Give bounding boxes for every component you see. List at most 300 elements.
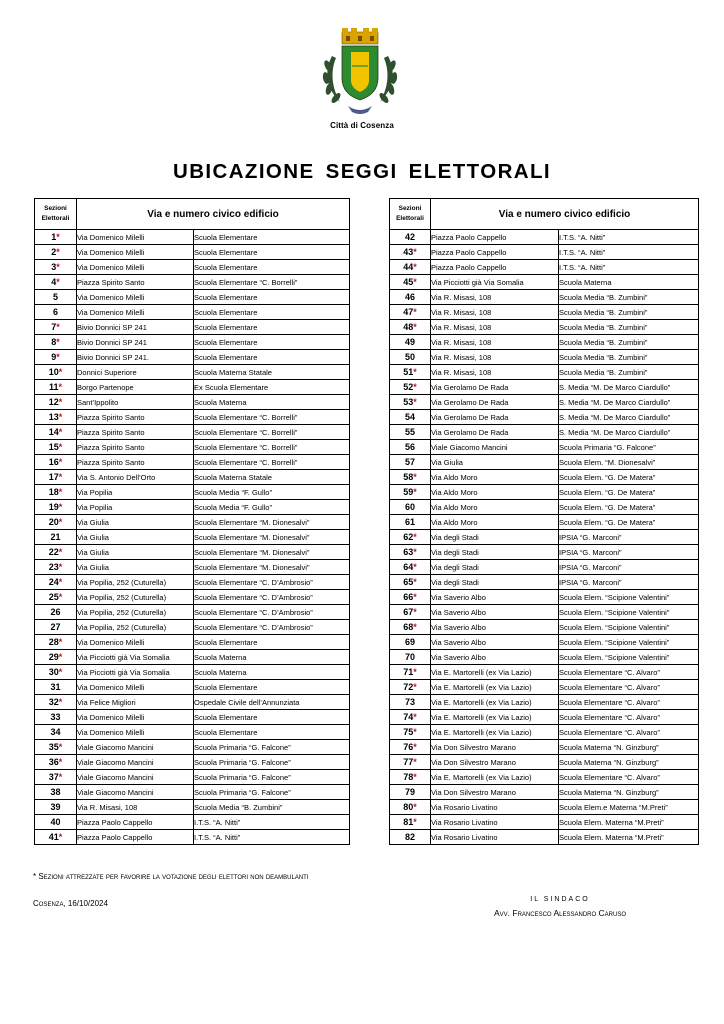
section-number [390,800,431,815]
street-address: Via Felice Migliori [77,695,194,710]
accessible-star-marker: * [413,276,417,287]
street-address: Via Domenico Milelli [77,725,194,740]
table-row [390,575,699,590]
section-number-value: 70 [404,651,415,662]
street-address: Via Picciotti già Via Somalia [431,275,559,290]
section-number [35,275,77,290]
accessible-star-marker: * [56,351,60,362]
accessible-star-marker: * [58,651,63,662]
sezioni-header-line2: Elettorali [396,215,424,222]
table-row [35,680,350,695]
street-address: Viale Giacomo Mancini [77,770,194,785]
section-number [35,755,77,770]
section-number [390,515,431,530]
table-row [390,545,699,560]
footnote [33,872,309,881]
building-name: I.T.S. “A. Nitti” [194,830,350,845]
table-row [390,395,699,410]
street-address: Viale Giacomo Mancini [77,740,194,755]
table-row [390,620,699,635]
section-number-value: 54 [404,411,415,422]
building-name: S. Media “M. De Marco Ciardullo” [559,410,699,425]
section-number-value: 36 [48,756,59,767]
accessible-star-marker: * [58,426,63,437]
street-address: Via R. Misasi, 108 [77,800,194,815]
section-number [390,440,431,455]
section-number-value: 77 [403,756,414,767]
building-name: Scuola Elementare [194,320,350,335]
street-address: Via R. Misasi, 108 [431,335,559,350]
table-row [35,770,350,785]
street-address: Via Rosario Livatino [431,800,559,815]
accessible-star-marker: * [413,381,417,392]
table-row [390,740,699,755]
street-address: Viale Giacomo Mancini [431,440,559,455]
section-number [390,740,431,755]
street-address: Via Don Silvestro Marano [431,755,559,770]
section-number-value: 48 [403,321,414,332]
section-number-value: 26 [50,606,61,617]
table-row [35,560,350,575]
section-number [35,620,77,635]
section-number [390,770,431,785]
street-address: Piazza Paolo Cappello [77,830,194,845]
section-number [390,275,431,290]
section-number-value: 74 [403,711,414,722]
section-number [35,380,77,395]
section-number [390,290,431,305]
building-name: Scuola Media “F. Gullo” [194,485,350,500]
section-number [35,485,77,500]
table-row [390,590,699,605]
accessible-star-marker: * [58,501,63,512]
section-number [390,560,431,575]
street-address: Piazza Spirito Santo [77,275,194,290]
accessible-star-marker: * [58,696,63,707]
street-address: Via Saverio Albo [431,605,559,620]
street-address: Via Aldo Moro [431,500,559,515]
section-number [390,410,431,425]
building-name: Scuola Media “B. Zumbini” [559,335,699,350]
section-number [35,320,77,335]
street-address: Via Rosario Livatino [431,830,559,845]
building-name: Scuola Elementare “C. Borrelli” [194,440,350,455]
section-number-value: 58 [403,471,414,482]
table-row [390,365,699,380]
building-name: IPSIA “G. Marconi” [559,575,699,590]
accessible-star-marker: * [413,486,417,497]
street-address: Via Saverio Albo [431,635,559,650]
street-address: Via degli Stadi [431,560,559,575]
sindaco-label: IL SINDACO [530,896,590,903]
section-number-value: 28 [48,636,59,647]
section-number-value: 60 [404,501,415,512]
section-number-value: 24 [48,576,59,587]
table-row [390,410,699,425]
building-name: Scuola Materna [194,665,350,680]
section-number-value: 69 [404,636,415,647]
street-address: Via Domenico Milelli [77,635,194,650]
section-number-value: 1 [51,231,57,242]
building-name: Scuola Primaria “G. Falcone” [194,770,350,785]
accessible-star-marker: * [413,246,417,257]
section-number-value: 9 [51,351,57,362]
table-row [35,395,350,410]
street-address: Viale Giacomo Mancini [77,785,194,800]
street-address: Piazza Spirito Santo [77,425,194,440]
section-number [35,395,77,410]
building-name: Scuola Materna [559,275,699,290]
building-name: Scuola Elem. “G. De Matera” [559,500,699,515]
street-address: Via degli Stadi [431,575,559,590]
street-address: Via Gerolamo De Rada [431,410,559,425]
building-name: Scuola Media “B. Zumbini” [194,800,350,815]
section-number [35,560,77,575]
section-number-value: 55 [404,426,415,437]
street-address: Via R. Misasi, 108 [431,290,559,305]
section-number-value: 13 [48,411,59,422]
building-name: S. Media “M. De Marco Ciardullo” [559,425,699,440]
section-number [35,470,77,485]
section-number [390,395,431,410]
building-name: Scuola Elem. “M. Dionesalvi” [559,455,699,470]
street-address: Via Don Silvestro Marano [431,785,559,800]
accessible-star-marker: * [413,801,417,812]
street-address: Via Saverio Albo [431,620,559,635]
building-name: Ex Scuola Elementare [194,380,350,395]
building-name: S. Media “M. De Marco Ciardullo” [559,380,699,395]
section-number-value: 51 [403,366,414,377]
building-name: I.T.S. “A. Nitti” [559,230,699,245]
section-number [390,425,431,440]
building-name: I.T.S. “A. Nitti” [559,245,699,260]
street-address: Via Domenico Milelli [77,245,194,260]
accessible-star-marker: * [413,321,417,332]
building-name: Scuola Elementare “C. Alvaro” [559,680,699,695]
street-address: Via Popilia, 252 (Cuturella) [77,620,194,635]
accessible-star-marker: * [58,591,63,602]
street-address: Via Saverio Albo [431,590,559,605]
table-row [35,725,350,740]
section-number-value: 63 [403,546,414,557]
section-number [35,425,77,440]
section-number [390,305,431,320]
section-number [35,680,77,695]
section-number-value: 7 [51,321,57,332]
sezioni-header-line2: Elettorali [41,215,70,222]
table-row [390,770,699,785]
table-row [35,710,350,725]
street-address: Via S. Antonio Dell’Orto [77,470,194,485]
section-number [390,725,431,740]
table-row [35,830,350,845]
section-number [35,455,77,470]
section-number-value: 41 [48,831,59,842]
accessible-star-marker: * [58,636,63,647]
table-row [390,305,699,320]
building-name: Scuola Elementare “C. Borrelli” [194,410,350,425]
section-number [390,260,431,275]
section-number-value: 71 [403,666,414,677]
section-number-value: 50 [404,351,415,362]
accessible-star-marker: * [413,576,417,587]
building-name: Scuola Elementare [194,710,350,725]
section-number [35,440,77,455]
section-number [390,590,431,605]
accessible-star-marker: * [413,711,417,722]
street-address: Via Popilia [77,485,194,500]
street-address: Via Domenico Milelli [77,260,194,275]
building-name: IPSIA “G. Marconi” [559,545,699,560]
table-row [390,830,699,845]
section-number [390,545,431,560]
section-number [390,470,431,485]
accessible-star-marker: * [58,396,63,407]
accessible-star-marker: * [58,456,63,467]
section-number-value: 19 [48,501,59,512]
street-address: Via Giulia [77,560,194,575]
building-name: Scuola Elementare “M. Dionesalvi” [194,530,350,545]
section-number-value: 6 [52,306,58,317]
section-number-value: 65 [403,576,414,587]
table-row [390,560,699,575]
street-address: Via Domenico Milelli [77,710,194,725]
section-number-value: 4 [51,276,57,287]
table-row [35,380,350,395]
section-number-value: 29 [48,651,59,662]
section-number [390,575,431,590]
section-number-value: 25 [48,591,59,602]
table-row [35,470,350,485]
section-number-value: 17 [48,471,59,482]
section-number [35,665,77,680]
section-number-value: 11 [48,381,59,392]
accessible-star-marker: * [413,546,417,557]
section-number [35,305,77,320]
building-name: Scuola Elementare [194,245,350,260]
via-header: Via e numero civico edificio [431,199,699,230]
section-number-value: 21 [50,531,61,542]
building-name: Scuola Primaria “G. Falcone” [194,785,350,800]
section-number [35,695,77,710]
building-name: Scuola Media “B. Zumbini” [559,365,699,380]
table-row [390,815,699,830]
section-number [35,650,77,665]
street-address: Via E. Martorelli (ex Via Lazio) [431,665,559,680]
street-address: Piazza Paolo Cappello [431,230,559,245]
street-address: Via Popilia, 252 (Cuturella) [77,605,194,620]
building-name: Scuola Elementare “C. D’Ambrosio” [194,605,350,620]
table-row [35,545,350,560]
section-number [35,590,77,605]
building-name: Scuola Elem. “G. De Matera” [559,470,699,485]
section-number [390,350,431,365]
building-name: Scuola Elementare [194,230,350,245]
building-name: Scuola Materna “N. Ginzburg” [559,740,699,755]
section-number-value: 42 [404,231,415,242]
section-number-value: 76 [403,741,414,752]
section-number-value: 35 [48,741,59,752]
table-row [35,320,350,335]
section-number [35,545,77,560]
section-number-value: 81 [403,816,414,827]
building-name: Scuola Media “B. Zumbini” [559,350,699,365]
table-row [390,800,699,815]
polling-stations-table-left [34,198,350,845]
table-row [35,305,350,320]
table-row [35,740,350,755]
section-number [35,260,77,275]
table-row [35,335,350,350]
section-number-value: 16 [48,456,59,467]
building-name: Scuola Elementare “C. Alvaro” [559,710,699,725]
street-address: Piazza Spirito Santo [77,455,194,470]
polling-stations-table-right [389,198,699,845]
street-address: Bivio Donnici SP 241 [77,320,194,335]
section-number [35,530,77,545]
building-name: Ospedale Civile dell’Annunziata [194,695,350,710]
street-address: Viale Giacomo Mancini [77,755,194,770]
building-name: Scuola Media “B. Zumbini” [559,290,699,305]
table-row [35,455,350,470]
building-name: Scuola Elem.e Materna “M.Preti” [559,800,699,815]
table-row [390,605,699,620]
accessible-star-marker: * [413,741,417,752]
street-address: Via R. Misasi, 108 [431,320,559,335]
street-address: Via R. Misasi, 108 [431,305,559,320]
street-address: Via degli Stadi [431,530,559,545]
section-number-value: 31 [50,681,61,692]
table-row [35,815,350,830]
table-row [390,680,699,695]
building-name: Scuola Elem. “G. De Matera” [559,485,699,500]
street-address: Via Popilia, 252 (Cuturella) [77,590,194,605]
building-name: Scuola Media “B. Zumbini” [559,320,699,335]
building-name: Scuola Elem. “Scipione Valentini” [559,590,699,605]
section-number-value: 57 [404,456,415,467]
section-number [35,830,77,845]
street-address: Via Aldo Moro [431,485,559,500]
street-address: Via Rosario Livatino [431,815,559,830]
accessible-star-marker: * [413,396,417,407]
accessible-star-marker: * [413,366,417,377]
sezioni-header [35,199,77,230]
sezioni-header-line1: Sezioni [398,205,422,212]
accessible-star-marker: * [58,771,63,782]
building-name: Scuola Elem. Materna “M.Preti” [559,815,699,830]
section-number-value: 38 [50,786,61,797]
table-row [390,380,699,395]
accessible-star-marker: * [413,306,417,317]
table-row [35,425,350,440]
street-address: Via Giulia [431,455,559,470]
table-row [35,275,350,290]
section-number [35,335,77,350]
building-name: Scuola Primaria “G. Falcone” [194,740,350,755]
accessible-star-marker: * [58,381,63,392]
accessible-star-marker: * [58,756,63,767]
section-number [35,725,77,740]
city-name: Città di Cosenza [330,121,394,130]
section-number [390,620,431,635]
street-address: Piazza Paolo Cappello [77,815,194,830]
section-number-value: 49 [404,336,415,347]
section-number-value: 23 [48,561,59,572]
section-number [390,230,431,245]
footnote-text: Sezioni attrezzate per favorire la votazione degli elettori non deambulanti [36,872,309,881]
accessible-star-marker: * [56,231,60,242]
section-number [390,500,431,515]
building-name: Scuola Elementare “M. Dionesalvi” [194,545,350,560]
section-number [390,380,431,395]
accessible-star-marker: * [56,336,60,347]
accessible-star-marker: * [413,591,417,602]
section-number-value: 59 [403,486,414,497]
section-number [35,245,77,260]
street-address: Via E. Martorelli (ex Via Lazio) [431,695,559,710]
section-number-value: 12 [48,396,59,407]
document-date: Cosenza, 16/10/2024 [33,899,108,908]
section-number-value: 43 [403,246,414,257]
accessible-star-marker: * [413,681,417,692]
street-address: Via Gerolamo De Rada [431,425,559,440]
table-header-row [390,199,699,230]
building-name: Scuola Elementare “C. Alvaro” [559,770,699,785]
building-name: Scuola Elementare [194,725,350,740]
building-name: Scuola Elem. “Scipione Valentini” [559,620,699,635]
street-address: Piazza Spirito Santo [77,440,194,455]
street-address: Via Picciotti già Via Somalia [77,665,194,680]
table-row [390,470,699,485]
building-name: Scuola Elementare “M. Dionesalvi” [194,515,350,530]
street-address: Via E. Martorelli (ex Via Lazio) [431,725,559,740]
table-row [390,710,699,725]
building-name: Scuola Elementare “C. D’Ambrosio” [194,620,350,635]
street-address: Via Giulia [77,545,194,560]
section-number-value: 27 [50,621,61,632]
section-number-value: 37 [48,771,59,782]
section-number-value: 22 [48,546,59,557]
section-number-value: 3 [51,261,57,272]
section-number [35,500,77,515]
street-address: Via Aldo Moro [431,470,559,485]
section-number-value: 32 [48,696,59,707]
street-address: Via Domenico Milelli [77,230,194,245]
street-address: Via Aldo Moro [431,515,559,530]
section-number-value: 80 [403,801,414,812]
via-header: Via e numero civico edificio [77,199,350,230]
section-number-value: 53 [403,396,414,407]
sezioni-header [390,199,431,230]
section-number [390,335,431,350]
table-row [390,530,699,545]
page-title: UBICAZIONE SEGGI ELETTORALI [173,160,551,183]
section-number-value: 33 [50,711,61,722]
accessible-star-marker: * [413,606,417,617]
table-row [35,440,350,455]
table-row [35,755,350,770]
accessible-star-marker: * [413,726,417,737]
section-number [35,710,77,725]
table-row [35,800,350,815]
table-row [390,230,699,245]
section-number [35,575,77,590]
section-number [35,515,77,530]
section-number [390,785,431,800]
street-address: Bivio Donnici SP 241. [77,350,194,365]
section-number-value: 75 [403,726,414,737]
building-name: I.T.S. “A. Nitti” [194,815,350,830]
